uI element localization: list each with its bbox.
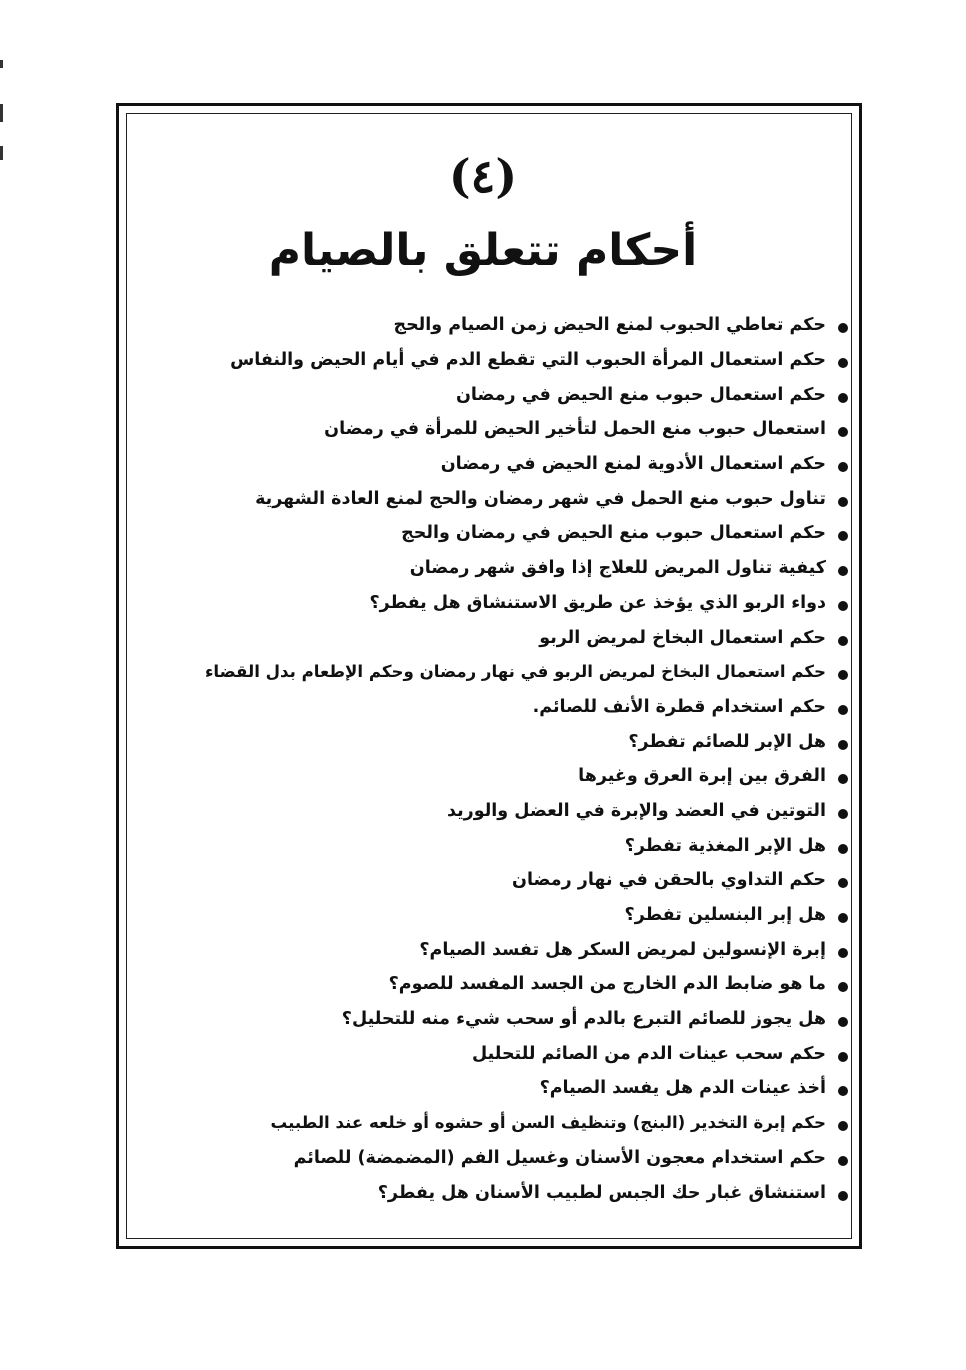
bullet-icon — [838, 705, 848, 715]
topic-text: كيفية تناول المريض للعلاج إذا وافق شهر رمضان — [409, 558, 826, 579]
bullet-icon — [838, 774, 848, 784]
bullet-icon — [838, 1052, 848, 1062]
bullet-icon — [838, 948, 848, 958]
topic-text: دواء الربو الذي يؤخذ عن طريق الاستنشاق هل يفطر؟ — [369, 592, 826, 613]
bullet-icon — [838, 531, 848, 541]
chapter-number: (٤) — [448, 149, 518, 203]
bullet-icon — [838, 1191, 848, 1201]
bullet-icon — [838, 497, 848, 507]
topic-text: التوتين في العضد والإبرة في العضل والوريد — [446, 800, 826, 821]
topic-item — [208, 586, 848, 621]
topic-text: حكم استعمال البخاخ لمريض الربو في نهار رمضان وحكم الإطعام بدل القضاء — [204, 662, 826, 682]
topic-text: استنشاق غبار حك الجبس لطبيب الأسنان هل يفطر؟ — [377, 1182, 826, 1203]
topic-item — [208, 1036, 848, 1071]
topic-text: حكم استعمال حبوب منع الحيض في رمضان والحج — [401, 523, 826, 544]
topic-text: هل الإبر المغذية تفطر؟ — [624, 835, 826, 856]
bullet-icon — [838, 878, 848, 888]
bullet-icon — [838, 566, 848, 576]
topic-item — [208, 794, 848, 829]
topic-text: حكم استعمال المرأة الحبوب التي تقطع الدم في أيام الحيض والنفاس — [230, 350, 826, 371]
topic-item — [208, 516, 848, 551]
topic-text: حكم التداوي بالحقن في نهار رمضان — [512, 870, 826, 891]
topic-item — [208, 690, 848, 725]
topic-item — [208, 308, 848, 343]
chapter-title: أحكام تتعلق بالصيام — [268, 225, 698, 276]
topic-item — [208, 447, 848, 482]
bullet-icon — [838, 393, 848, 403]
topic-text: الفرق بين إبرة العرق وغيرها — [578, 766, 826, 787]
topic-text: أخذ عينات الدم هل يفسد الصيام؟ — [539, 1078, 826, 1099]
topic-item — [208, 1002, 848, 1037]
topic-text: حكم إبرة التخدير (البنج) وتنظيف السن أو حشوه أو خلعه عند الطبيب — [270, 1113, 826, 1133]
bullet-icon — [838, 1086, 848, 1096]
topic-text: حكم سحب عينات الدم من الصائم للتحليل — [472, 1043, 826, 1064]
topic-item — [208, 343, 848, 378]
topic-item — [208, 1175, 848, 1210]
topic-item — [208, 967, 848, 1002]
bullet-icon — [838, 1156, 848, 1166]
bullet-icon — [838, 636, 848, 646]
topic-item — [208, 863, 848, 898]
bullet-icon — [838, 809, 848, 819]
topic-item — [208, 724, 848, 759]
bullet-icon — [838, 740, 848, 750]
topic-list — [204, 308, 848, 1210]
bullet-icon — [838, 982, 848, 992]
topic-item — [208, 1141, 848, 1176]
bullet-icon — [838, 358, 848, 368]
topic-text: حكم تعاطي الحبوب لمنع الحيض زمن الصيام والحج — [393, 315, 826, 336]
bullet-icon — [838, 913, 848, 923]
topic-item — [208, 1071, 848, 1106]
bullet-icon — [838, 1017, 848, 1027]
bullet-icon — [838, 427, 848, 437]
topic-item — [208, 412, 848, 447]
bullet-icon — [838, 1121, 848, 1131]
topic-text: حكم استخدام معجون الأسنان وغسيل الفم (المضمضة) للصائم — [293, 1147, 826, 1168]
topic-text: حكم استعمال الأدوية لمنع الحيض في رمضان — [440, 454, 826, 475]
topic-item — [208, 932, 848, 967]
topic-item — [208, 481, 848, 516]
topic-text: حكم استعمال حبوب منع الحيض في رمضان — [455, 384, 826, 405]
bullet-icon — [838, 601, 848, 611]
topic-text: حكم استعمال البخاخ لمريض الربو — [539, 627, 826, 648]
topic-text: تناول حبوب منع الحمل في شهر رمضان والحج لمنع العادة الشهرية — [255, 488, 826, 509]
bullet-icon — [838, 323, 848, 333]
topic-item — [204, 655, 848, 690]
topic-text: هل يجوز للصائم التبرع بالدم أو سحب شيء منه للتحليل؟ — [341, 1009, 826, 1030]
topic-item — [208, 620, 848, 655]
topic-text: هل إبر البنسلين تفطر؟ — [624, 905, 826, 926]
topic-text: هل الإبر للصائم تفطر؟ — [628, 731, 826, 752]
topic-item — [208, 551, 848, 586]
topic-item — [208, 828, 848, 863]
topic-item — [208, 1106, 848, 1141]
topic-item — [208, 759, 848, 794]
bullet-icon — [838, 462, 848, 472]
topic-item — [208, 377, 848, 412]
topic-text: إبرة الإنسولين لمريض السكر هل تفسد الصيام؟ — [419, 939, 826, 960]
topic-text: حكم استخدام قطرة الأنف للصائم. — [532, 696, 826, 717]
topic-text: استعمال حبوب منع الحمل لتأخير الحيض للمرأة في رمضان — [324, 419, 826, 440]
topic-item — [208, 898, 848, 933]
bullet-icon — [838, 844, 848, 854]
bullet-icon — [838, 670, 848, 680]
topic-text: ما هو ضابط الدم الخارج من الجسد المفسد للصوم؟ — [388, 974, 826, 995]
